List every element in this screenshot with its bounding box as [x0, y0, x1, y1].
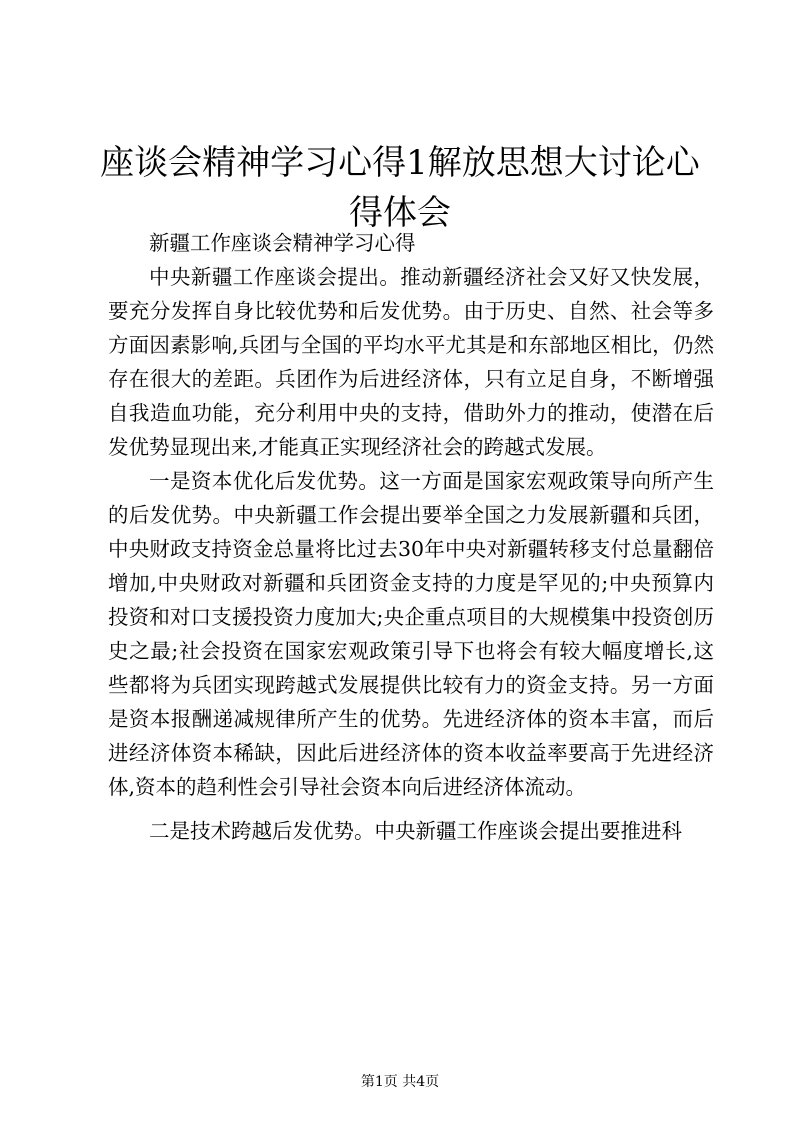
paragraph-capital-advantage: 一是资本优化后发优势。这一方面是国家宏观政策导向所产生的后发优势。中央新疆工作会提出要举全国之力发展新疆和兵团，中央财政支持资金总量将比过去30年中央对新疆转移支付总量翻倍增加,中央财政对新疆和兵团资金支持的力度是罕见的;中央预算内投资和对口支援投资力度加大;央企重点项目的大规模集中投资创历史之最;社会投资在国家宏观政策引导下也将会有较大幅度增长,这些都将为兵团实现跨越式发展提供比较有力的资金支持。另一方面是资本报酬递减规律所产生的优势。先进经济体的资本丰富，而后进经济体资本稀缺，因此后进经济体的资本收益率要高于先进经济体,资本的趋利性会引导社会资本向后进经济体流动。: [108, 469, 714, 799]
paragraph-intro: 中央新疆工作座谈会提出。推动新疆经济社会又好又快发展，要充分发挥自身比较优势和后发优势。由于历史、自然、社会等多方面因素影响,兵团与全国的平均水平尤其是和东部地区相比，仍然存在很大的差距。兵团作为后进经济体，只有立足自身，不断增强自我造血功能，充分利用中央的支持，借助外力的推动，使潜在后发优势显现出来,才能真正实现经济社会的跨越式发展。: [108, 265, 714, 459]
document-body: [108, 226, 714, 848]
document-title: 座谈会精神学习心得1解放思想大讨论心得体会: [100, 143, 700, 233]
section-heading: 新疆工作座谈会精神学习心得: [149, 231, 416, 255]
page-footer: 第1页 共4页: [360, 1074, 440, 1090]
paragraph-technology-advantage: 二是技术跨越后发优势。中央新疆工作座谈会提出要推进科: [149, 819, 682, 843]
